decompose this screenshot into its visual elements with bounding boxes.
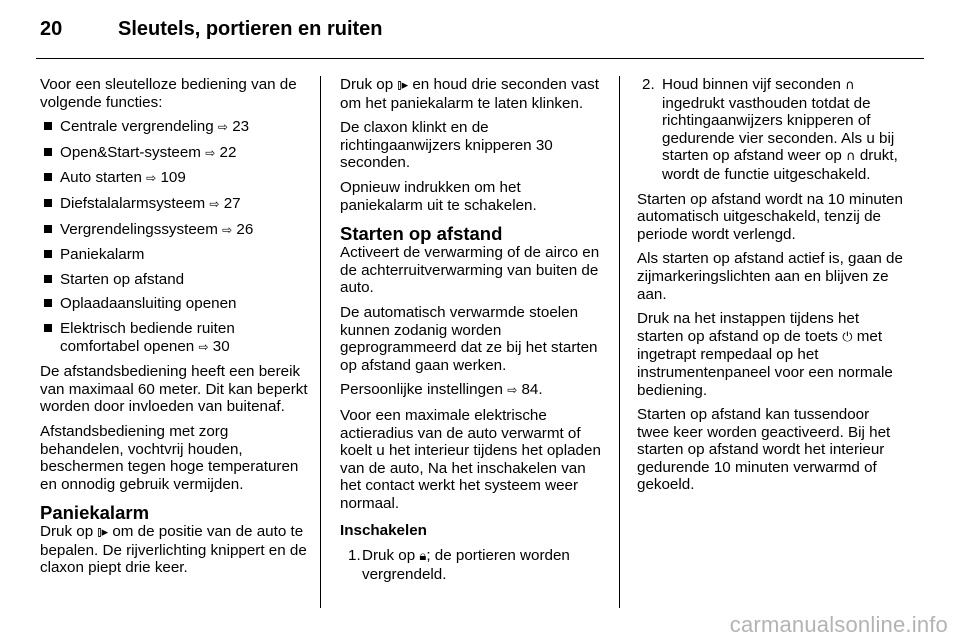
page-reference[interactable]: 23 [232,118,250,136]
list-item [42,144,308,163]
remote-start-icon: ∩ [845,78,855,93]
feature-list [40,118,308,356]
reference-arrow-icon: ⇨ [507,383,518,398]
page-reference[interactable]: 27 [223,194,241,212]
panic-paragraph: Druk op ⫾▸ om de positie van de auto te bepalen. De rijverlichting knippert en de claxon piept drie keer. [40,523,307,577]
bullet-square-icon [44,250,52,258]
reference-arrow-icon: ⇨ [198,339,209,354]
remote-start-icon: ∩ [846,149,856,165]
range-range-paragraph: Voor een maximale elektrische actieradius van de auto verwarmt of koelt u het interieur tijdens het opladen van de auto, Na het inschakelen van het contact werkt het systeem weer normaal. [340,406,601,512]
repeat-activation-paragraph: Starten op afstand kan tussendoor twee keer worden geactiveerd. Bij het starten op afstand wordt het interieur gedurende 10 minuten verwarmd of gekoeld. [637,406,891,494]
section-heading-remote-start: Starten op afstand [340,223,503,245]
list-item [42,320,308,356]
page-title: Sleutels, portieren en ruiten [118,18,383,40]
list-item: 2. Houd binnen vijf seconden ∩ ingedrukt vasthouden totdat de richtingaanwijzers knipperen of gedurende vier seconden. Als u bij starten op afstand weer op ∩ drukt, wordt de functie uitgeschakeld. [642,76,898,183]
list-item-text: Centrale vergrendeling [60,118,214,136]
care-paragraph: Afstandsbediening met zorg behandelen, vochtvrij houden, beschermen tegen hoge temperaturen en onnodig gebruik vermijden. [40,422,299,493]
page-reference[interactable]: 109 [160,169,186,187]
bullet-square-icon [44,299,52,307]
list-item-text: Diefstalalarmsysteem [60,194,206,212]
personal-settings-paragraph: Persoonlijke instellingen ⇨ 84. [340,381,543,399]
bullet-square-icon [44,225,52,233]
page-header [0,0,960,62]
intro-paragraph: Voor een sleutelloze bediening van de volgende functies: [40,76,297,111]
activation-steps-continued [637,76,905,184]
column-1 [40,76,308,584]
column-divider-1 [320,76,321,608]
panic-button-icon: ⫾▸ [97,525,109,541]
remote-start-intro: Activeert de verwarming of de airco en de achterruitverwarming van buiten de auto. [340,244,600,297]
panic-off-paragraph: Opnieuw indrukken om het paniekalarm uit te schakelen. [340,178,537,214]
header-divider [36,58,924,59]
reference-arrow-icon: ⇨ [222,222,233,237]
list-item [42,195,308,214]
heated-seats-paragraph: De automatisch verwarmde stoelen kunnen zodanig worden geprogrammeerd dat ze bij het starten op afstand gaan werken. [340,303,598,374]
list-item: 1. Druk op 🔒︎; de portieren worden vergrendeld. [348,547,570,583]
page-reference[interactable]: 30 [212,337,230,355]
list-item-text: Auto starten [60,169,142,187]
list-item [42,169,308,188]
horn-paragraph: De claxon klinkt en de richtingaanwijzers knipperen 30 seconden. [340,119,553,172]
after-entry-paragraph: Druk na het instappen tijdens het starten op afstand op de toets ⏻ met ingetrapt rempedaal op het instrumentenpaneel voor een normale bediening. [637,310,893,399]
reference-arrow-icon: ⇨ [205,145,216,160]
list-item [42,271,308,289]
panic-button-icon: ⫾▸ [397,78,409,93]
column-3 [637,76,905,501]
list-item-text: Paniekalarm [60,246,145,264]
list-item-text: Oplaadaansluiting openen [60,295,237,313]
power-button-icon: ⏻ [842,329,853,345]
bullet-square-icon [44,199,52,207]
side-markers-paragraph: Als starten op afstand actief is, gaan de zijmarkeringslichten aan en blijven ze aan. [637,250,903,303]
range-paragraph: De afstandsbediening heeft een bereik van maximaal 60 meter. Dit kan beperkt worden door invloeden van buitenaf. [40,363,308,416]
page-number: 20 [40,18,63,40]
reference-arrow-icon: ⇨ [146,171,157,186]
page-reference[interactable]: 84. [521,381,543,399]
section-heading-panic-alarm: Paniekalarm [40,502,150,524]
watermark: carmanualsonline.info [729,612,948,637]
bullet-square-icon [44,173,52,181]
column-divider-2 [619,76,620,608]
list-item [42,221,308,240]
list-item-text: Vergrendelingssysteem [60,220,218,238]
auto-off-paragraph: Starten op afstand wordt na 10 minuten automatisch uitgeschakeld, tenzij de periode wordt verlengd. [637,190,903,243]
activation-steps [340,547,606,583]
page-reference[interactable]: 26 [236,220,254,238]
reference-arrow-icon: ⇨ [209,196,220,211]
bullet-square-icon [44,148,52,156]
list-item [42,295,308,313]
lock-icon: 🔒︎ [419,549,427,565]
page-reference[interactable]: 22 [219,143,237,161]
bullet-square-icon [44,122,52,130]
reference-arrow-icon: ⇨ [217,120,228,135]
subheading-activate: Inschakelen [340,522,427,540]
list-item-text: Open&Start-systeem [60,143,201,161]
list-item-text: Elektrisch bediende ruiten comfortabel openen [60,319,235,355]
list-item [42,118,308,137]
bullet-square-icon [44,275,52,283]
panic-hold-paragraph: Druk op ⫾▸ en houd drie seconden vast om het paniekalarm te laten klinken. [340,76,599,112]
bullet-square-icon [44,324,52,332]
list-item-text: Starten op afstand [60,270,185,288]
column-2 [340,76,606,590]
list-item [42,246,308,264]
